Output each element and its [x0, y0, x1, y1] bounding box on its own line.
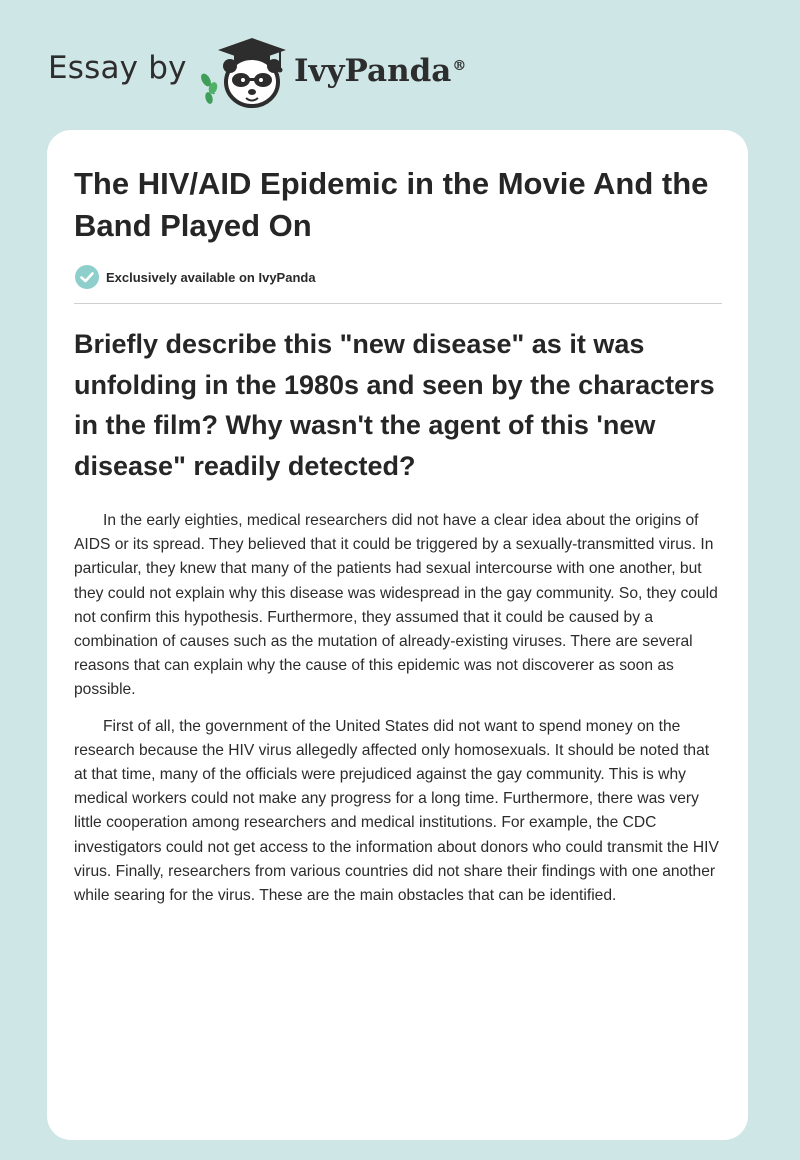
brand-name[interactable]: IvyPanda® — [294, 53, 467, 89]
exclusive-text: Exclusively available on IvyPanda — [106, 269, 316, 285]
site-header — [0, 0, 800, 130]
section-heading: Briefly describe this "new disease" as it was unfolding in the 1980s and seen by the characters in the film? Why wasn't the agent of this 'new disease" readily detected? — [74, 329, 715, 481]
panda-graduate-logo-icon[interactable] — [200, 36, 292, 110]
check-circle-icon — [74, 264, 100, 290]
divider — [74, 303, 722, 304]
essay-body — [74, 509, 724, 920]
paragraph: In the early eighties, medical researchers did not have a clear idea about the origins of AIDS or its spread. They believed that it could be triggered by a sexually-transmitted virus. In particular, they knew that many of the patients had sexual intercourse with one another, but they could not explain why this disease was widespread in the gay community. So, they could not confirm this hypothesis. Furthermore, they assumed that it could be caused by a combination of causes such as the mutation of already-existing viruses. There are several reasons that can explain why the cause of this epidemic was not discoverer as soon as possible. — [74, 512, 718, 699]
essay-card — [47, 130, 748, 1140]
essay-by-label: Essay by — [48, 50, 187, 86]
page-title: The HIV/AID Epidemic in the Movie And the Band Played On — [74, 166, 709, 243]
paragraph: First of all, the government of the United States did not want to spend money on the research because the HIV virus allegedly affected only homosexuals. It should be noted that at that time, many of the officials were prejudiced against the gay community. This is why medical workers could not make any progress for a long time. Furthermore, there was very little cooperation among researchers and medical institutions. For example, the CDC investigators could not get access to the information about donors who could transmit the HIV virus. Finally, researchers from various countries did not share their findings with one another while searing for the virus. These are the main obstacles that can be identified. — [74, 717, 719, 905]
registered-mark: ® — [452, 57, 467, 74]
exclusive-badge — [74, 263, 316, 291]
